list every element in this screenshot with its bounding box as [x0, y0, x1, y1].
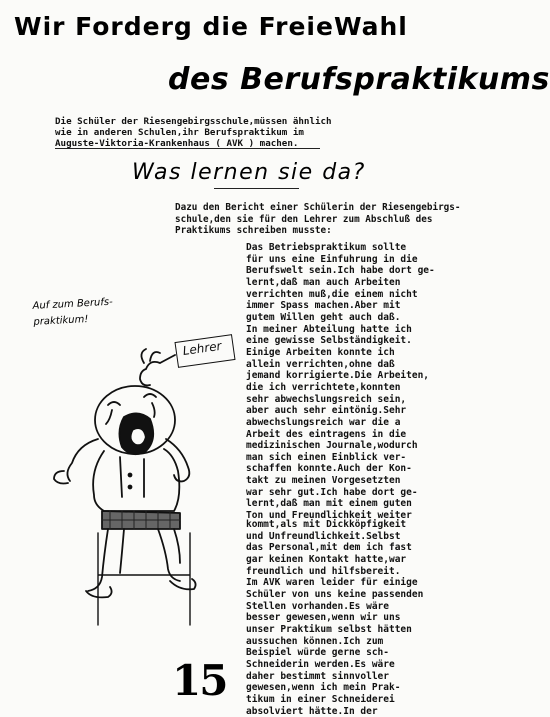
report-line: Im AVK waren leider für einige — [246, 577, 501, 589]
page-number: 15 — [172, 656, 226, 705]
report-line: verrichten muß,die einem nicht — [246, 289, 501, 301]
report-line: gar keinen Kontakt hatte,war — [246, 554, 501, 566]
report-line: absolviert hätte.In der — [246, 706, 501, 717]
report-line: besser gewesen,wenn wir uns — [246, 612, 501, 624]
report-line: takt zu meinen Vorgesetzten — [246, 475, 501, 487]
report-line: das Personal,mit dem ich fast — [246, 542, 501, 554]
report-line: tikum in einer Schneiderei — [246, 694, 501, 706]
report-line: abwechslungsreich war die a — [246, 417, 501, 429]
report-line: die ich verrichtete,konnten — [246, 382, 501, 394]
question-heading: Was lernen sie da? — [132, 160, 366, 185]
report-line: und Unfreundlichkeit.Selbst — [246, 531, 501, 543]
report-line: aussuchen können.Ich zum — [246, 636, 501, 648]
crying-student-cartoon — [40, 335, 240, 635]
report-line: Einige Arbeiten konnte ich — [246, 347, 501, 359]
report-line: allein verrichten,ohne daß — [246, 359, 501, 371]
report-line: daher bestimmt sinnvoller — [246, 671, 501, 683]
intro-line: Auguste-Viktoria-Krankenhaus ( AVK ) machen. — [55, 138, 375, 149]
report-line: Schneiderin werden.Es wäre — [246, 659, 501, 671]
lead-paragraph — [175, 202, 495, 237]
lead-line: schule,den sie für den Lehrer zum Abschluß des — [175, 214, 495, 226]
report-line: Schüler von uns keine passenden — [246, 589, 501, 601]
report-line: Das Betriebspraktikum sollte — [246, 242, 501, 254]
report-line: für uns eine Einfuhrung in die — [246, 254, 501, 266]
report-line: aber auch sehr eintönig.Sehr — [246, 405, 501, 417]
report-line: eine gewisse Selbständigkeit. — [246, 335, 501, 347]
report-line: In meiner Abteilung hatte ich — [246, 324, 501, 336]
report-line: lernt,daß man auch Arbeiten — [246, 277, 501, 289]
report-line: unser Praktikum selbst hätten — [246, 624, 501, 636]
report-line: Stellen vorhanden.Es wäre — [246, 601, 501, 613]
report-line: schaffen konnte.Auch der Kon- — [246, 463, 501, 475]
cartoon-note: Auf zum Berufs-praktikum! — [32, 293, 144, 331]
report-line: Ton und Freundlichkeit weiter — [246, 510, 501, 522]
report-line: man sich einen Einblick ver- — [246, 452, 501, 464]
question-underline — [214, 188, 299, 189]
report-line: jemand korrigierte.Die Arbeiten, — [246, 370, 501, 382]
report-line: sehr abwechslungsreich sein, — [246, 394, 501, 406]
headline-line-2: des Berufspraktikums — [168, 62, 550, 97]
report-line: Berufswelt sein.Ich habe dort ge- — [246, 265, 501, 277]
headline-line-1: Wir Forderg die FreieWahl — [14, 12, 408, 41]
teacher-label: Lehrer — [182, 339, 223, 358]
lead-line: Praktikums schreiben musste: — [175, 225, 495, 237]
report-line: lernt,daß man mit einem guten — [246, 498, 501, 510]
intro-paragraph — [55, 116, 375, 149]
report-line: gewesen,wenn ich mein Prak- — [246, 682, 501, 694]
report-line: kommt,als mit Dickköpfigkeit — [246, 519, 501, 531]
report-line: Arbeit des eintragens in die — [246, 429, 501, 441]
intro-line: wie in anderen Schulen,ihr Berufspraktikum im — [55, 127, 375, 138]
report-line: war sehr gut.Ich habe dort ge- — [246, 487, 501, 499]
report-line: medizinischen Journale,wodurch — [246, 440, 501, 452]
report-column-lower — [246, 519, 501, 717]
intro-underline — [55, 148, 320, 149]
report-line: immer Spass machen.Aber mit — [246, 300, 501, 312]
report-line: freundlich und hilfsbereit. — [246, 566, 501, 578]
lead-line: Dazu den Bericht einer Schülerin der Riesengebirgs- — [175, 202, 495, 214]
report-column-upper — [246, 242, 501, 522]
report-line: Beispiel würde gerne sch- — [246, 647, 501, 659]
intro-line: Die Schüler der Riesengebirgsschule,müssen ähnlich — [55, 116, 375, 127]
report-line: gutem Willen geht auch daß. — [246, 312, 501, 324]
